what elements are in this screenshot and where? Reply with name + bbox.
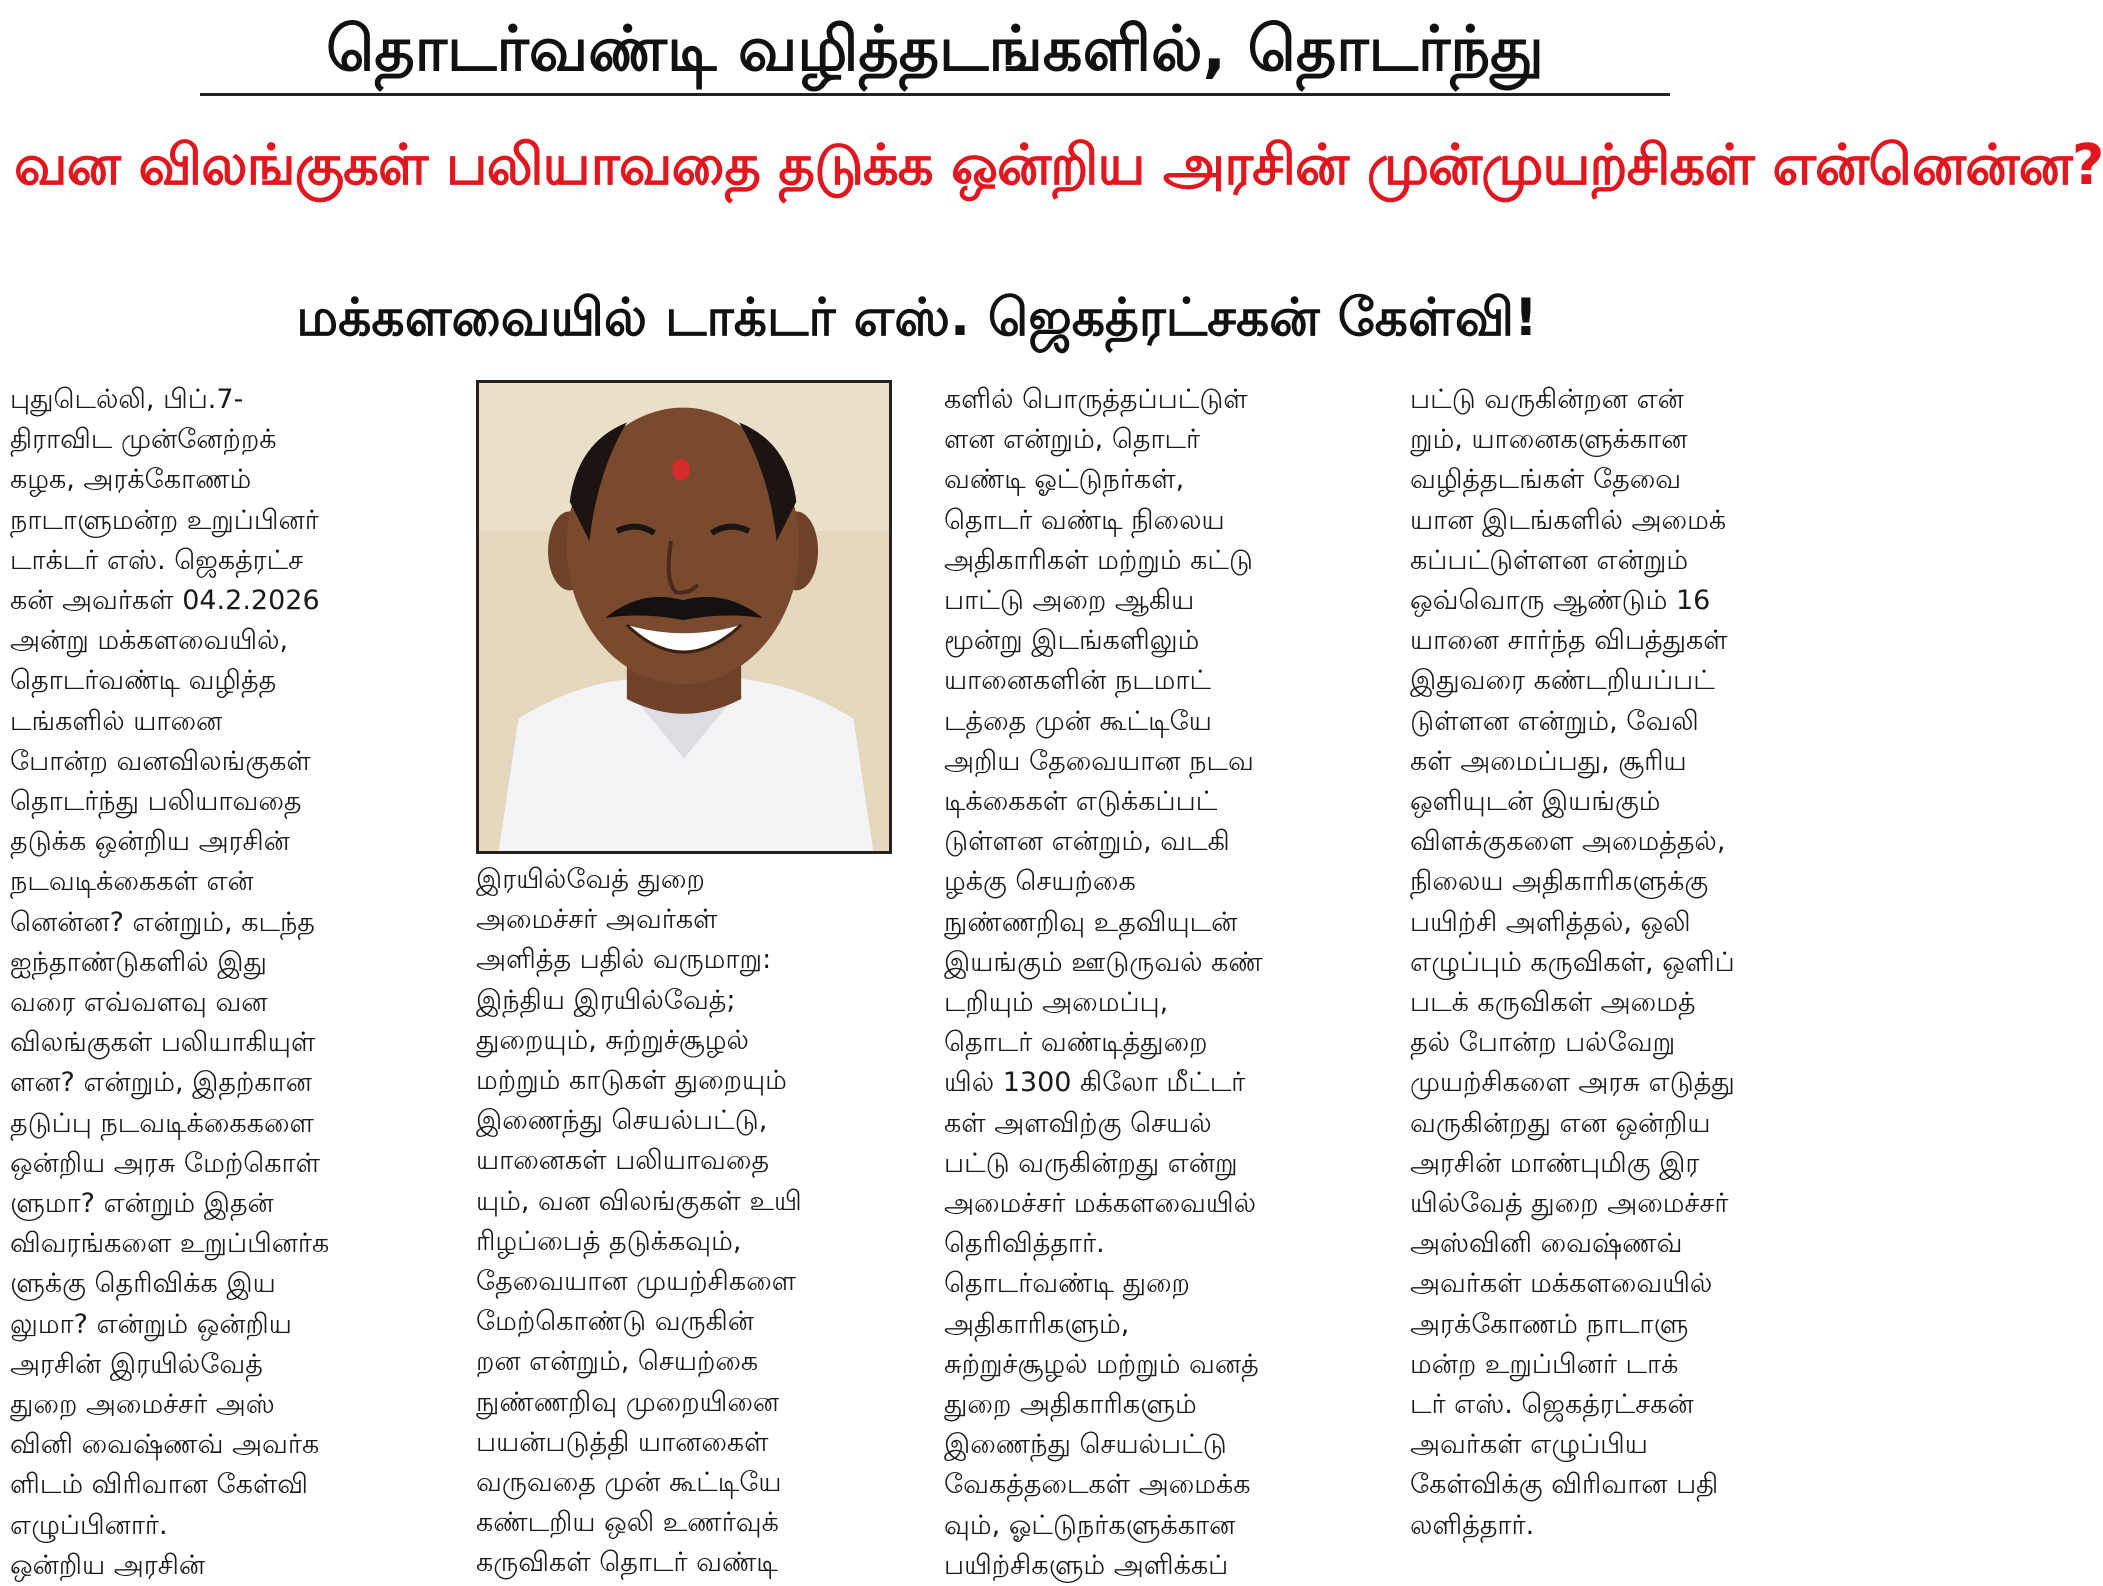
article-line: ழக்கு செயற்கை [944, 866, 1136, 898]
article-line: வும், ஓட்டுநர்களுக்கான [944, 1509, 1236, 1541]
article-line: போன்ற வனவிலங்குகள் [10, 745, 311, 777]
article-line: புதுடெல்லி, பிப்.7- [10, 384, 244, 415]
article-line: ஒவ்வொரு ஆண்டும் 16 [1410, 585, 1711, 617]
article-line: னென்ன? என்றும், கடந்த [10, 906, 315, 938]
article-column-1 [10, 380, 428, 1586]
article-line: லளித்தார். [1410, 1509, 1535, 1541]
article-line: அதிகாரிகள் மற்றும் கட்டு [944, 544, 1253, 576]
article-line: தொடர்வண்டி வழித்த [10, 665, 277, 697]
article-line: தொடர்வண்டி துறை [944, 1268, 1190, 1300]
article-line: லுமா? என்றும் ஒன்றிய [10, 1308, 292, 1340]
article-line: டுள்ளன என்றும், வேலி [1410, 705, 1699, 737]
article-line: அரசின் இரயில்வேத் [10, 1348, 263, 1380]
article-line: கள் அமைப்பது, சூரிய [1410, 745, 1687, 777]
article-line: மன்ற உறுப்பினர் டாக் [1410, 1348, 1679, 1380]
article-line: டுள்ளன என்றும், வடகி [944, 826, 1230, 858]
article-line: அமைச்சர் அவர்கள் [476, 904, 718, 936]
article-line: இரயில்வேத் துறை [476, 864, 705, 895]
article-line: வரை எவ்வளவு வன [10, 987, 268, 1019]
article-line: நடவடிக்கைகள் என் [10, 866, 254, 898]
article-line: அரசின் மாண்புமிகு இர [1410, 1147, 1700, 1179]
article-line: அதிகாரிகளும், [944, 1308, 1130, 1340]
article-line: இணைந்து செயல்பட்டு, [476, 1105, 768, 1137]
article-line: முயற்சிகளை அரசு எடுத்து [1410, 1067, 1735, 1099]
article-line: அளித்த பதில் வருமாறு: [476, 944, 772, 976]
article-line: பட்டு வருகின்றது என்று [944, 1147, 1238, 1179]
article-line: ளன? என்றும், இதற்கான [10, 1067, 312, 1099]
article-line: டங்களில் யானை [10, 705, 223, 737]
article-line: அவர்கள் எழுப்பிய [1410, 1429, 1648, 1461]
article-line: கள் அளவிற்கு செயல் [944, 1107, 1212, 1139]
article-line: அன்று மக்களவையில், [10, 625, 289, 657]
article-line: றும், யானைகளுக்கான [1410, 424, 1688, 456]
article-line: யில் 1300 கிலோ மீட்டர் [944, 1067, 1246, 1099]
article-line: டறியும் அமைப்பு, [944, 987, 1169, 1019]
article-line: யானை சார்ந்த விபத்துகள் [1410, 625, 1728, 657]
headline-line-2: வன விலங்குகள் பலியாவதை தடுக்க ஒன்றிய அரசின் முன்முயற்சிகள் என்னென்ன? [14, 133, 2103, 198]
article-line: டாக்டர் எஸ். ஜெகத்ரட்ச [10, 544, 304, 576]
article-line: ளுமா? என்றும் இதன் [10, 1188, 274, 1220]
headline-line-1: தொடர்வண்டி வழித்தடங்களில், தொடர்ந்து [326, 12, 1544, 85]
article-line: இந்திய இரயில்வேத்; [476, 984, 736, 1016]
article-line: ஒன்றிய அரசு மேற்கொள் [10, 1147, 320, 1179]
article-line: ஒளியுடன் இயங்கும் [1410, 786, 1661, 818]
article-line: படக் கருவிகள் அமைத் [1410, 987, 1696, 1019]
article-line: களில் பொருத்தப்பட்டுள் [944, 384, 1248, 415]
article-line: யானைகளின் நடமாட் [944, 665, 1212, 697]
article-line: தொடர்ந்து பலியாவதை [10, 786, 302, 818]
article-line: துறை அமைச்சர் அஸ் [10, 1389, 275, 1421]
article-line: யான இடங்களில் அமைக் [1410, 504, 1727, 536]
article-line: வருகின்றது என ஒன்றிய [1410, 1107, 1711, 1139]
article-line: கண்டறிய ஒலி உணர்வுக் [476, 1507, 779, 1539]
article-line: றன என்றும், செயற்கை [476, 1346, 759, 1378]
article-line: பயன்படுத்தி யானகைள் [476, 1426, 769, 1458]
article-line: தொடர் வண்டி நிலைய [944, 504, 1225, 536]
article-line: பாட்டு அறை ஆகிய [944, 585, 1195, 617]
article-line: இயங்கும் ஊடுருவல் கண் [944, 946, 1263, 978]
article-line: மேற்கொண்டு வருகின் [476, 1306, 754, 1338]
article-line: வினி வைஷ்ணவ் அவர்க [10, 1429, 320, 1461]
headline-divider [200, 93, 1670, 96]
article-column-4 [1410, 380, 1830, 1546]
article-line: மூன்று இடங்களிலும் [944, 625, 1200, 657]
article-line: யும், வன விலங்குகள் உயி [476, 1185, 802, 1217]
article-line: யானைகள் பலியாவதை [476, 1145, 770, 1177]
article-line: வண்டி ஓட்டுநர்கள், [944, 464, 1185, 496]
article-line: அறிய தேவையான நடவ [944, 745, 1254, 777]
article-line: விலங்குகள் பலியாகியுள் [10, 1027, 316, 1059]
article-line: பயிற்சி அளித்தல், ஒலி [1410, 906, 1691, 938]
article-line: விவரங்களை உறுப்பினர்க [10, 1228, 330, 1260]
article-line: எழுப்பும் கருவிகள், ஒளிப் [1410, 946, 1735, 978]
article-line: தெரிவித்தார். [944, 1228, 1105, 1260]
article-line: நுண்ணறிவு முறையினை [476, 1386, 780, 1418]
article-line: தடுப்பு நடவடிக்கைகளை [10, 1107, 314, 1139]
article-line: இதுவரை கண்டறியப்பட் [1410, 665, 1715, 697]
article-line: கேள்விக்கு விரிவான பதி [1410, 1469, 1719, 1501]
article-line: அமைச்சர் மக்களவையில் [944, 1188, 1257, 1220]
article-line: துறையும், சுற்றுச்சூழல் [476, 1024, 749, 1056]
article-line: நிலைய அதிகாரிகளுக்கு [1410, 866, 1709, 898]
article-line: திராவிட முன்னேற்றக் [10, 424, 277, 456]
article-line: விளக்குகளை அமைத்தல், [1410, 826, 1726, 858]
article-line: ஐந்தாண்டுகளில் இது [10, 946, 267, 978]
article-line: எழுப்பினார். [10, 1509, 168, 1541]
article-line: தடுக்க ஒன்றிய அரசின் [10, 826, 290, 858]
article-line: இணைந்து செயல்பட்டு [944, 1429, 1227, 1461]
article-line: பட்டு வருகின்றன என் [1410, 384, 1684, 415]
article-line: ரிழப்பைத் தடுக்கவும், [476, 1225, 742, 1257]
article-line: கன் அவர்கள் 04.2.2026 [10, 585, 320, 617]
article-line: கப்பட்டுள்ளன என்றும் [1410, 544, 1689, 576]
article-line: ளன என்றும், தொடர் [944, 424, 1201, 456]
article-line: அவர்கள் மக்களவையில் [1410, 1268, 1713, 1300]
article-line: வருவதை முன் கூட்டியே [476, 1467, 782, 1499]
article-line: கழக, அரக்கோணம் [10, 464, 252, 496]
article-column-2 [476, 860, 900, 1584]
article-line: வேகத்தடைகள் அமைக்க [944, 1469, 1251, 1501]
portrait-photo [476, 380, 892, 854]
article-line: ஒன்றிய அரசின் [10, 1549, 206, 1581]
article-line: கருவிகள் தொடர் வண்டி [476, 1547, 778, 1579]
article-line: பயிற்சிகளும் அளிக்கப் [944, 1549, 1229, 1581]
article-line: டத்தை முன் கூட்டியே [944, 705, 1212, 737]
article-column-3 [944, 380, 1364, 1586]
article-line: நுண்ணறிவு உதவியுடன் [944, 906, 1238, 938]
article-line: யில்வேத் துறை அமைச்சர் [1410, 1188, 1729, 1220]
article-line: ளுக்கு தெரிவிக்க இய [10, 1268, 276, 1300]
article-line: மற்றும் காடுகள் துறையும் [476, 1065, 787, 1097]
article-line: தேவையான முயற்சிகளை [476, 1266, 797, 1298]
headline-line-3: மக்களவையில் டாக்டர் எஸ். ஜெகத்ரட்சகன் கேள்வி! [296, 288, 1538, 348]
portrait-photo-icon [479, 383, 889, 851]
article-line: நாடாளுமன்ற உறுப்பினர் [10, 504, 319, 536]
article-line: ளிடம் விரிவான கேள்வி [10, 1469, 309, 1501]
article-line: சுற்றுச்சூழல் மற்றும் வனத் [944, 1348, 1259, 1380]
article-line: அஸ்வினி வைஷ்ணவ் [1410, 1228, 1683, 1260]
article-line: வழித்தடங்கள் தேவை [1410, 464, 1682, 496]
article-line: அரக்கோணம் நாடாளு [1410, 1308, 1689, 1340]
article-line: டிக்கைகள் எடுக்கப்பட் [944, 786, 1218, 818]
article-line: தொடர் வண்டித்துறை [944, 1027, 1208, 1059]
article-line: தல் போன்ற பல்வேறு [1410, 1027, 1676, 1059]
article-line: டர் எஸ். ஜெகத்ரட்சகன் [1410, 1389, 1694, 1421]
article-line: துறை அதிகாரிகளும் [944, 1389, 1197, 1421]
